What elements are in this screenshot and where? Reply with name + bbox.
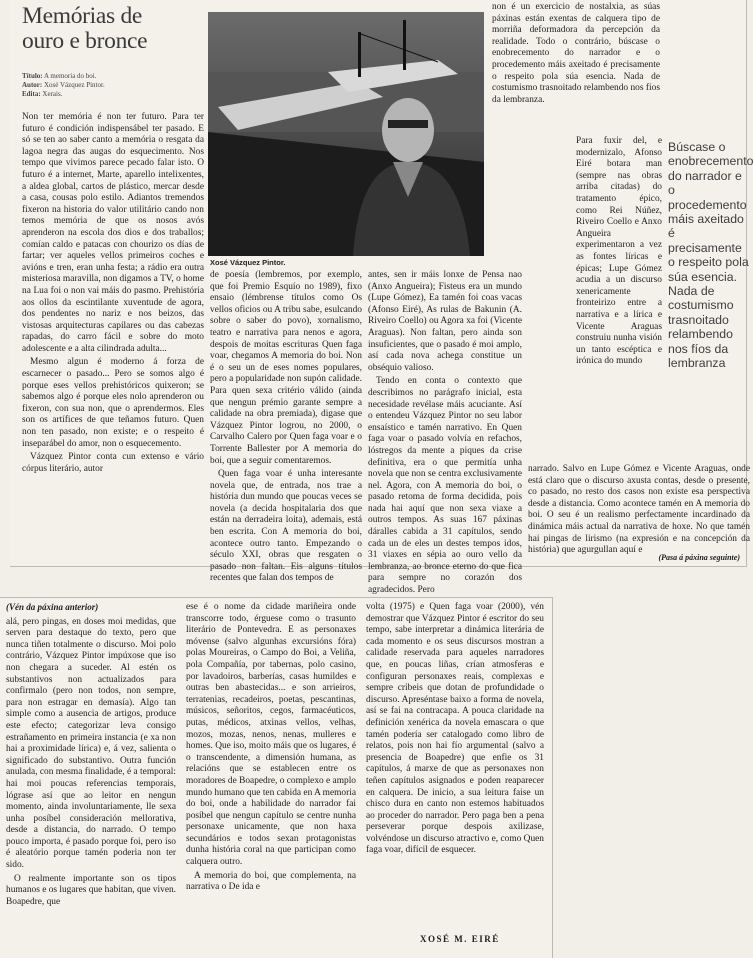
book-credits — [22, 72, 207, 99]
credit-publisher-label: Edita: — [22, 90, 41, 98]
intro-column — [22, 112, 204, 564]
article-clipping-top — [10, 0, 753, 596]
headline-line-2: ouro e bronce — [22, 28, 148, 54]
col2-paragraph-1: de poesía (lembremos, por exemplo, que foi Premio Esquío no 1989), fixo ensaio (lémbrense títulos como Os vellos oficios ou A tribu sabe, esulcando sobre o saber do povo), xornalismo, teatro e narrativa para nenos e agora, despois de moitas escrituras Quen faga voar, chegamos A memoria do boi. Non é o seu un de eses nomes populares, pero a popularidade non supón calidade. Para quen sexa critério válido (ainda que nengun prémio garante sempre a calidade na obra premiada), digase que Vázquez Pintor logrou, no 2000, o Carvalho Calero por Quen faga voar e o Torrente Ballester por A memoria do boi, que a seguir comentaremos. — [210, 270, 362, 466]
cont-col1-paragraph-1: alá, pero pingas, en doses moi medidas, que serven para destaque do texto, pero que nunca tiñen totalmente o discurso. Moi polo contrário, Vázquez Pintor impúxose que iso non chegara a suceder. Al estén os substantivos non actualizados para confirmalo (pero non todos, non sempre, para non estragar en demasía). Algo tan simple como a ausencia de artigos, produce este efecto; categorizar leva consigo estrañamento en primeira instancia (e xa non hai a proximidade lírica) e, á vez, salienta o significado do substantivo. Outra función anulada, con mesma finalidade, é a temporal: hai moi poucas referencias temporais, lógrase así que ao leitor en nengun momento, ainda involuntariamente, lle sexa unha posíbel consideración mellorativa, desde a distancia, do narrado. O tempo pouco importa, é pasado porque foi, pero iso é aleatório porque tamén poderia non ter sido. — [6, 616, 176, 871]
credit-title-value: A memoria do boi. — [44, 72, 97, 80]
body-column-2 — [210, 270, 362, 584]
pull-quote: Búscase o enobrecemento do narrador e o procedemento máis axeitado é precisamente o respeito pola súa esencia. Nada de costumismo trasnoitado relambendo nos fíos da lembranza — [668, 140, 753, 371]
intro-paragraph-3: Vázquez Pintor conta cun extenso e vário córpus literário, autor — [22, 452, 204, 474]
col4-narrow-text: Para fuxir del, e modernizalo, Afonso Eiré botara man (sempre nas obras arriba citadas) do tratamento épico, como Rei Núñez, Riveiro Coello e Anxo Angueira experimentaron a vez as fontes líricas e épicas; Lupe Gómez acudia a un discurso xenericamente fronteirizo entre a narrativa e a lírica e Vicente Araguas construiu nunha visión un tanto escéptica e irónica do mundo — [576, 136, 662, 367]
credit-title-label: Título: — [22, 72, 43, 80]
col4-bottom-text: narrado. Salvo en Lupe Gómez e Vicente Araguas, onde está claro que o discurso axusta contas, desde o presente, co pasado, no resto dos casos non existe esa perspectiva desde a distancia. Como acontece tamén en A memoria do boi. O seu é un realismo perfectamente incardinado da dinámica máis actual da narrativa de hoxe. No que tamén hai pingas de lirismo (na expresión e na concepción da história) que agurgullan aquí e — [528, 464, 750, 556]
cont-col1-paragraph-2: O realmente importante son os tipos humanos e os lugares que habitan, que viven. Boapedre, que — [6, 873, 177, 907]
col2-paragraph-2: Quen faga voar é unha interesante novela que, de entrada, nos trae a história dun mundo que poucas veces se novela (a decida hospitalaria dos que están na derradeira loita), ademais, está ben escrita. Con A memoria do boi, acontece outro tanto. Empezando o século XXI, obras que resgaten o pasado non faltan. Eis alguns títulos recentes que falan dos tempos de — [210, 469, 362, 584]
article-signature: XOSÉ M. EIRÉ — [420, 934, 500, 944]
body-column-3 — [368, 270, 522, 596]
previous-page-note: (Vén da páxina anterior) — [6, 602, 99, 612]
intro-paragraph-2: Mesmo algun é moderno á forza de escarnecer o pasado... Pero se somos algo é porque eses vellos prehistóricos quixeron; se sabemos algo é porque eles nolo aprenderon ou fixeron, con sua non, que o aprendermos. Eles son os artífices de que teñamos futuro. Quen non ten pasado, non existe; e o respeito é inseparábel do amor, non o esquecemento. — [22, 357, 204, 449]
body-column-4-top — [492, 2, 660, 136]
col3-paragraph-2: Tendo en conta o contexto que describimos no parágrafo inicial, esta necesidade revélase máis acuciante. Así o entendeu Vázquez Pintor no seu labor ensaístico e tamén narrativo. En Quen faga voar o pasado volvía en refachos, lóstregos da mente a piques da crise definitiva, era o que permitía unha novela que non se centra exclusivamente nel. Agora, con A memoria do boi, o pasado retoma de forma decidida, pois nada hai aquí que non sexa viaxe a outros tempos. As suas 167 páxinas dáralles cabida a 31 capítulos, sendo cada un de eles un destes tempos idos, 31 viaxes en sépia ao ouro vello da lembranza, ao bronce eterno do que fica para sempre no corazón dos agradecidos. Pero — [368, 376, 522, 596]
photo-caption: Xosé Vázquez Pintor. — [210, 258, 286, 267]
author-photo — [208, 12, 484, 256]
body-column-4-bottom — [528, 464, 750, 556]
body-column-4-narrow — [576, 136, 662, 464]
continuation-column-2 — [186, 602, 356, 954]
headline — [22, 4, 207, 54]
continuation-column-1 — [6, 602, 176, 954]
continuation-column-3 — [366, 602, 544, 924]
col3-paragraph-1: antes, sen ir máis lonxe de Pensa nao (Anxo Angueira); Fisteus era un mundo (Lupe Gómez), Ea tamén foi coas vacas (Afonso Eiré), As rulas de Bakunin (A. Riveiro Coello) ou Agora xa foi (Vicente Araguas). Non faltan, pero ainda son insuficientes, que o pasado é moi amplo, así cada nova achega constitue un obséquio valioso. — [368, 270, 522, 373]
credit-author-label: Autor: — [22, 81, 43, 89]
cont-col3-paragraph-1: volta (1975) e Quen faga voar (2000), vén demostrar que Vázquez Pintor é escritor do seu tempo, sabe interpretar a dinámica literária de cada momento e os seus discursos mostran a calidade reservada para aqueles narradores que, en poucas liñas, crían atmosferas e configuran personaxes reais, complexas e sempre cribeis que dotan de profundidade o discurso. Apreséntase baixo a forma de novela, así se fai na contracapa. A pouca claridade na definición xenérica da novela emascara o que tamén podería ser catalogado como libro de relatos, pois non hai fío argumental (salvo a presencia de Boapedre) que enfie os 31 capítulos, á marxe de que as personaxes non teñen capítulos asignados e poden reaparecer en calquera. De inicio, a sua leitura faise un chisco dura en canto non estemos habituados ao proceder do narrador. Pero paga ben a pena perseverar porque despois axilizase, volvéndose un discurso atractivo e, como Quen faga voar, difícil de esquecer. — [366, 602, 544, 856]
article-clipping-bottom — [0, 597, 553, 958]
cont-col2-paragraph-2: A memoria do boi, que complementa, na narrativa o De ida e — [186, 870, 356, 893]
credit-author-value: Xosé Vázquez Pintor. — [43, 81, 105, 89]
cont-col2-paragraph-1: ese é o nome da cidade mariñeira onde transcorre todo, érguese como o trasunto literário de Pontevedra. E as personaxes móvense (salvo algunhas excursións fóra) polas Moureiras, o Campo do Boi, a Veliña, pola Compañía, por tabernas, polo casino, por lavadoiros, barberías, casas humildes e outras ben abastecidas... e son arrieiros, terratenias, recadeiros, poetas, pescantinas, músicos, señoritos, cegos, farmacéuticos, putas, médicos, atxinas vellos, velhas, mozos, mozas, nenos, nenas, mulleres e homes. Que iso, moito máis que os lugares, é o transcendente, a dimensión humana, as relacións que se establecen entre os moradores de Boapedre, o complexo e amplo mundo humano que ten cabida en A memoria do boi, onde a habilidade do narrador fai posíbel que nengun capítulo se centre nunha personaxe unicamente, que non haxa secundários e todos sexan protagonistas dunha história coral na que participan como calquera outro. — [186, 602, 357, 868]
headline-line-1: Memórias de — [22, 3, 143, 29]
col4-paragraph-1: non é un exercicio de nostalxia, as súas páxinas están exentas de calquera tipo de morriña deformadora da percepción da realidade. Todo o contrário, búscase o enobrecemento do narrador e o procedemento máis axeitado é precisamente o respeito pola súa esencia. Nada de costumismo trasnoitado relambendo nos fíos da lembranza. — [492, 2, 660, 105]
intro-paragraph-1: Non ter memória é non ter futuro. Para ter futuro é condición indispensábel ter pasado. E só se ten ao saber canto a memória o resgata da lagoa negra das augas do esquecimento. Nos tempo que vivimos parece pecado falar isto. O futuro é a internet, Marte, aparello intelixentes, a aldea global, cartos de plástico, mercar desde a casa, cousas polo estilo. Adiantos tremendos fixeron na historia do valor utilitário cando non temos memória de que os nosos avós aprenderon na escola dos dios e dos traballos; comían caldo e patacas con chourizo os días de fartar; ver aqueles vellos primeiros coches e avións e tren, eran unha festa; a rádio era outra misteriosa maravilla, non digamos a TV, o home na Lua foi o non vai máis do pasmo. Prehistória aos ollos da escintilante xuventude de agora, dos pendentes no nariz e nos beizos, das vistosas arquitecturas capilares ou das cabezas rapadas, do carro fácil e sobre do moto adolescente e a alta cilindrada adulta... — [22, 112, 204, 354]
credit-publisher-value: Xerais. — [42, 90, 63, 98]
boat-harbour-photo-image — [208, 12, 484, 256]
continued-note: (Pasa á páxina seguinte) — [658, 553, 740, 562]
